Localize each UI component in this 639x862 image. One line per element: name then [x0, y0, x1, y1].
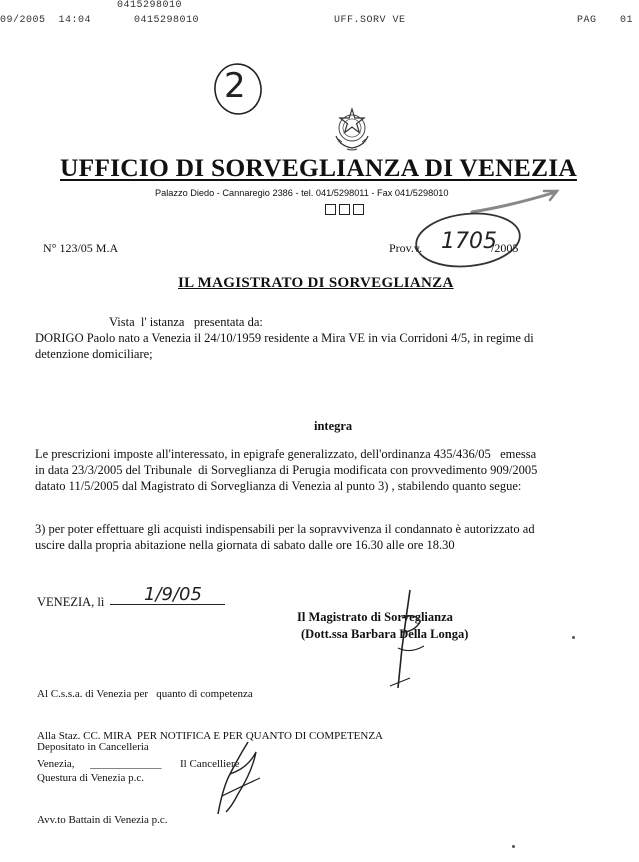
- italian-republic-emblem-icon: [330, 106, 374, 152]
- deposit-cancelliere: Il Cancelliere: [180, 758, 240, 770]
- fax-page-number: 01: [620, 15, 634, 26]
- deposit-place: Venezia,: [37, 758, 75, 770]
- paragraph-1-line-3: datato 11/5/2005 dal Magistrato di Sorveglianza di Venezia al punto 3) , stabilendo quanto segue:: [35, 479, 522, 493]
- distribution-item: Alla Staz. CC. MIRA PER NOTIFICA E PER QUANTO DI COMPETENZA: [37, 730, 384, 742]
- deposit-blank: _____________: [90, 758, 162, 770]
- prov-handwritten-number: 1705: [441, 229, 497, 254]
- subject-line-2: detenzione domiciliare;: [35, 347, 153, 361]
- fax-sender-number: 0415298010: [134, 15, 200, 26]
- ornament-square: [353, 204, 364, 215]
- integra-verb: integra: [314, 419, 353, 433]
- office-title: UFFICIO DI SORVEGLIANZA DI VENEZIA: [60, 153, 577, 182]
- document-heading: IL MAGISTRATO DI SORVEGLIANZA: [178, 275, 454, 291]
- distribution-item: Questura di Venezia p.c.: [37, 772, 145, 784]
- fax-datetime: 09/2005 14:04: [0, 15, 92, 26]
- prov-year: /2005: [491, 241, 519, 255]
- fax-page-label: PAG: [577, 15, 597, 26]
- scan-speck: [572, 636, 575, 639]
- circled-number: 2: [224, 66, 246, 106]
- handwritten-signature: [380, 588, 440, 698]
- letterhead-ornament: [325, 204, 364, 215]
- subject-line-1: DORIGO Paolo nato a Venezia il 24/10/1959 residente a Mira VE in via Corridoni 4/5, in regime di: [35, 331, 534, 345]
- deposit-line: Depositato in Cancelleria: [37, 741, 149, 753]
- cancelliere-signature: [208, 738, 268, 818]
- paragraph-2-line-2: uscire dalla propria abitazione nella giornata di sabato dalle ore 16.30 alle ore 18.30: [35, 538, 455, 552]
- ornament-square: [339, 204, 350, 215]
- paragraph-1-line-1: Le prescrizioni imposte all'interessato, in epigrafe generalizzato, dell'ordinanza 435/436/05 emessa: [35, 447, 537, 461]
- signature-title: Il Magistrato di Sorveglianza: [297, 610, 453, 624]
- reference-number: N° 123/05 M.A: [43, 241, 119, 255]
- fax-sender-name: UFF.SORV VE: [334, 15, 406, 26]
- distribution-item: Al C.s.s.a. di Venezia per quanto di competenza: [37, 688, 253, 700]
- ornament-square: [325, 204, 336, 215]
- office-address: Palazzo Diedo - Cannaregio 2386 - tel. 041/5298011 - Fax 041/5298010: [155, 188, 449, 198]
- paragraph-1-line-2: in data 23/3/2005 del Tribunale di Sorveglianza di Perugia modificata con provvedimento 909/2005: [35, 463, 538, 477]
- fax-top-number: 0415298010: [117, 0, 183, 11]
- date-place-label: VENEZIA, lì: [37, 595, 105, 609]
- prov-label: Prov.v.: [389, 241, 423, 255]
- vista-line: Vista l' istanza presentata da:: [109, 315, 263, 329]
- date-handwritten: 1/9/05: [144, 584, 202, 605]
- paragraph-2-line-1: 3) per poter effettuare gli acquisti indispensabili per la sopravvivenza il condannato è autorizzato ad: [35, 522, 535, 536]
- signature-name: (Dott.ssa Barbara Della Longa): [301, 627, 469, 641]
- distribution-item: Avv.to Battain di Venezia p.c.: [37, 814, 168, 826]
- scan-speck: [512, 845, 515, 848]
